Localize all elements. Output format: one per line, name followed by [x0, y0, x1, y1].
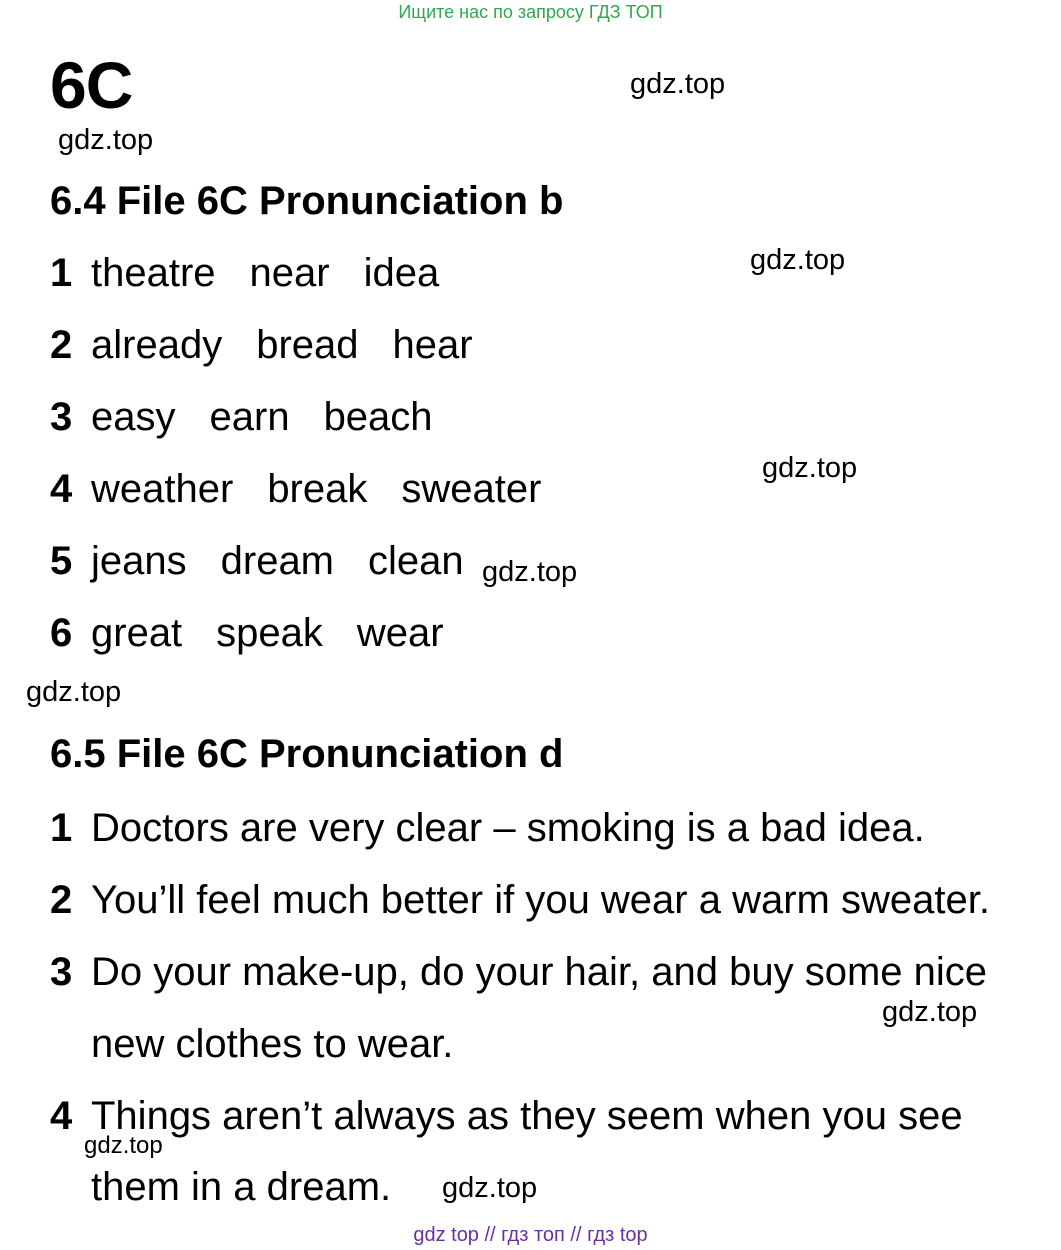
watermark: gdz.top	[882, 996, 978, 1028]
item-number: 3	[50, 395, 73, 439]
list-item	[50, 325, 473, 365]
list-item	[50, 469, 541, 509]
word: great	[91, 611, 183, 655]
word: jeans	[91, 539, 187, 583]
word: clean	[368, 539, 464, 583]
watermark: gdz.top	[58, 124, 154, 156]
item-number: 5	[50, 539, 73, 583]
word: wear	[356, 611, 444, 655]
section-heading: 6.5 File 6C Pronunciation d	[50, 732, 564, 776]
unit-title: 6C	[50, 48, 133, 122]
section-heading: 6.4 File 6C Pronunciation b	[50, 179, 564, 223]
word: idea	[363, 251, 440, 295]
word: theatre	[91, 251, 216, 295]
word: beach	[323, 395, 433, 439]
item-number: 2	[50, 323, 73, 367]
sentence-continuation: new clothes to wear.	[91, 1022, 454, 1066]
sentence-item	[50, 880, 990, 920]
sentence-continuation: them in a dream.	[91, 1165, 392, 1209]
sentence-text: Things aren’t always as they seem when you see	[91, 1094, 963, 1138]
watermark: gdz.top	[750, 244, 846, 276]
word: break	[267, 467, 368, 511]
top-banner: Ищите нас по запросу ГДЗ ТОП	[398, 2, 663, 22]
list-item	[50, 397, 433, 437]
word: speak	[216, 611, 323, 655]
item-number: 6	[50, 611, 73, 655]
item-number: 1	[50, 806, 73, 850]
item-number: 4	[50, 1094, 73, 1138]
watermark: gdz.top	[26, 676, 122, 708]
watermark: gdz.top	[762, 452, 858, 484]
watermark: gdz.top	[442, 1172, 538, 1204]
watermark: gdz.top	[84, 1132, 163, 1159]
word: easy	[91, 395, 176, 439]
sentence-item	[50, 1096, 963, 1136]
list-item	[50, 541, 464, 581]
sentence-text: Do your make-up, do your hair, and buy some nice	[91, 950, 988, 994]
item-number: 2	[50, 878, 73, 922]
item-number: 4	[50, 467, 73, 511]
watermark: gdz.top	[630, 68, 726, 100]
list-item	[50, 253, 439, 293]
sentence-item	[50, 952, 987, 992]
sentence-item	[50, 808, 925, 848]
sentence-text: Doctors are very clear – smoking is a bad idea.	[91, 806, 925, 850]
word: dream	[220, 539, 335, 583]
word: weather	[91, 467, 234, 511]
word: sweater	[401, 467, 542, 511]
word: near	[249, 251, 330, 295]
list-item	[50, 613, 444, 653]
word: earn	[209, 395, 290, 439]
watermark: gdz.top	[482, 556, 578, 588]
word: hear	[392, 323, 473, 367]
item-number: 1	[50, 251, 73, 295]
sentence-text: You’ll feel much better if you wear a warm sweater.	[91, 878, 990, 922]
word: bread	[256, 323, 359, 367]
word: already	[91, 323, 223, 367]
item-number: 3	[50, 950, 73, 994]
footer-links: gdz top // гдз топ // гдз top	[413, 1224, 648, 1246]
